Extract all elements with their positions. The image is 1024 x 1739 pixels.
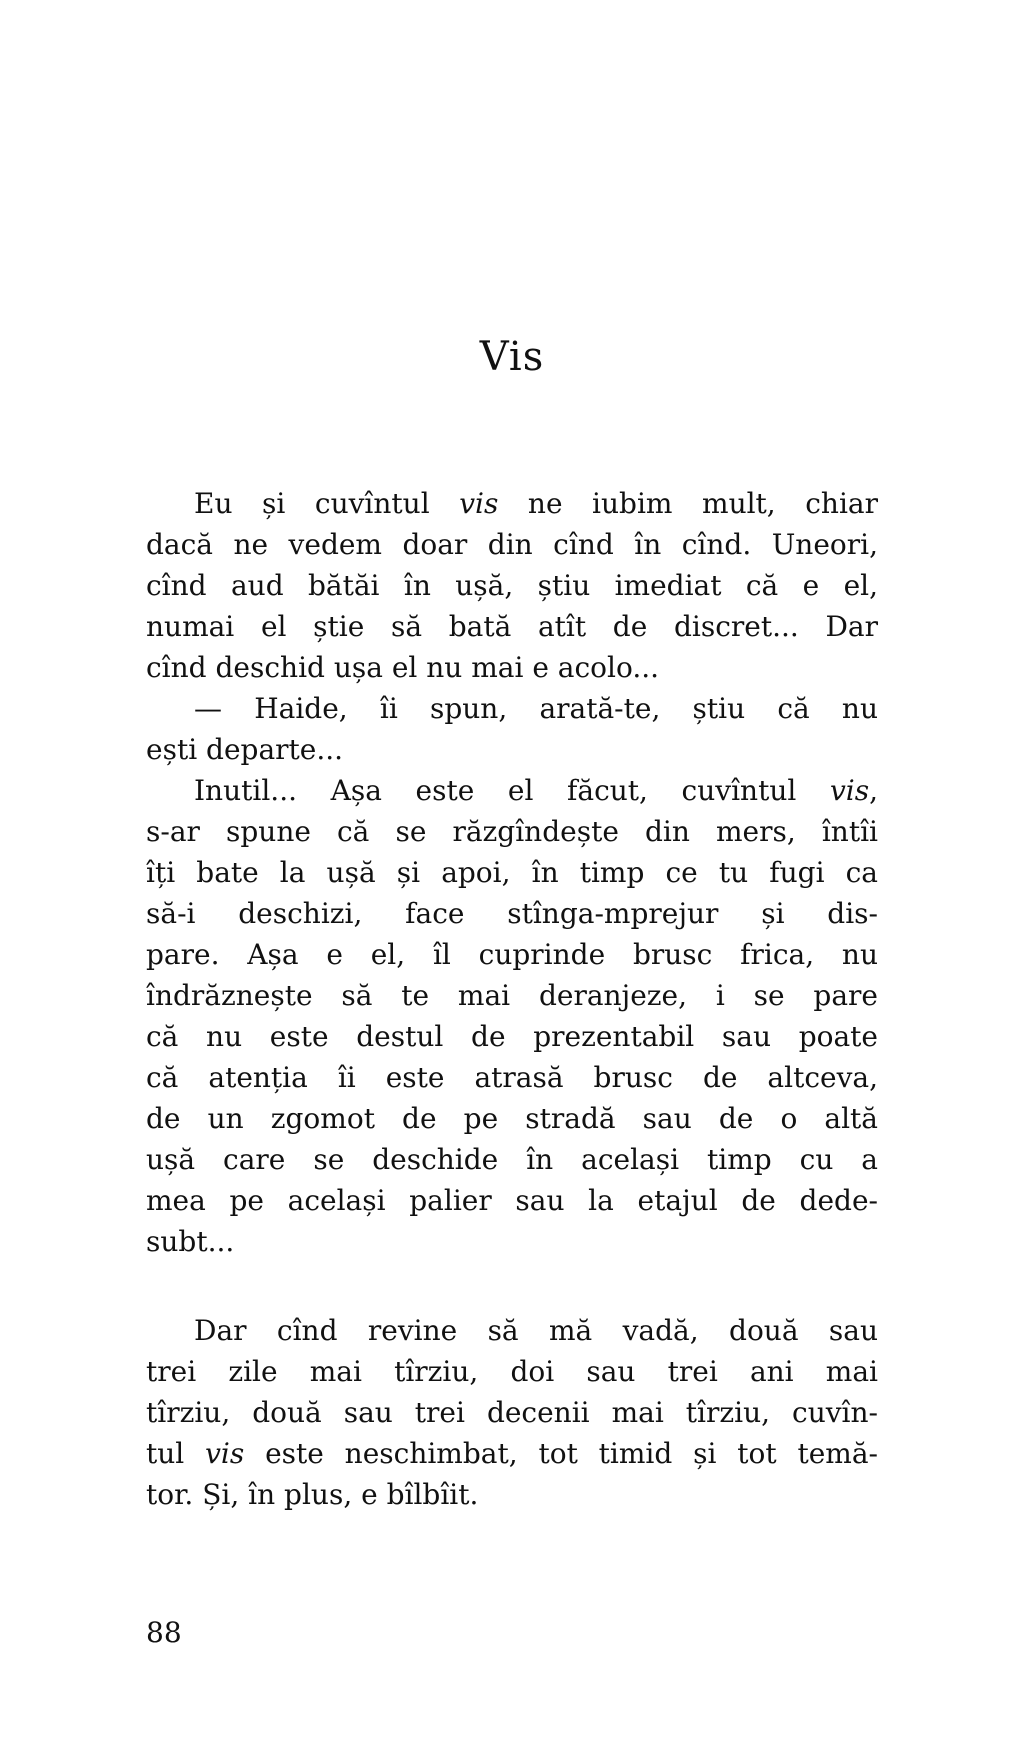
- text-segment: că nu este destul de prezentabil sau poate: [146, 1020, 878, 1053]
- paragraph: [146, 770, 878, 1262]
- text-segment: că atenția îi este atrasă brusc de altceva,: [146, 1061, 878, 1094]
- text-segment: Inutil... Așa este el făcut, cuvîntul: [194, 774, 830, 807]
- text-segment: mea pe același palier sau la etajul de dede-: [146, 1184, 878, 1217]
- text-line: [146, 1098, 878, 1139]
- text-line: [146, 1433, 878, 1474]
- text-segment: Eu și cuvîntul: [194, 487, 460, 520]
- text-line: [146, 483, 878, 524]
- text-line: [146, 565, 878, 606]
- text-segment: tîrziu, două sau trei decenii mai tîrziu, cuvîn-: [146, 1396, 878, 1429]
- paragraph: [146, 483, 878, 688]
- text-line: [146, 1392, 878, 1433]
- text-line: [146, 1057, 878, 1098]
- body-text: [146, 483, 878, 1515]
- text-line: [146, 1016, 878, 1057]
- italic-word: vis: [829, 774, 870, 807]
- text-segment: cînd aud bătăi în ușă, știu imediat că e el,: [146, 569, 878, 602]
- text-segment: dacă ne vedem doar din cînd în cînd. Uneori,: [146, 528, 878, 561]
- text-segment: tul: [146, 1437, 206, 1470]
- text-line: [146, 606, 878, 647]
- italic-word: vis: [459, 487, 499, 520]
- text-segment: ușă care se deschide în același timp cu a: [146, 1143, 878, 1176]
- text-segment: tor. Și, în plus, e bîlbîit.: [146, 1478, 479, 1511]
- text-line: [146, 729, 878, 770]
- text-segment: — Haide, îi spun, arată-te, știu că nu: [194, 692, 878, 725]
- italic-word: vis: [205, 1437, 245, 1470]
- text-segment: Dar cînd revine să mă vadă, două sau: [194, 1314, 878, 1347]
- text-segment: subt...: [146, 1225, 235, 1258]
- text-line: [146, 1221, 878, 1262]
- text-line: [146, 688, 878, 729]
- text-line: [146, 1351, 878, 1392]
- page-title: Vis: [479, 334, 545, 380]
- paragraph: [146, 1310, 878, 1515]
- text-segment: ne iubim mult, chiar: [498, 487, 879, 520]
- text-line: [146, 1139, 878, 1180]
- text-line: [146, 770, 878, 811]
- text-line: [146, 1474, 878, 1515]
- text-segment: îți bate la ușă și apoi, în timp ce tu fugi ca: [146, 856, 878, 889]
- text-line: [146, 524, 878, 565]
- text-line: [146, 1180, 878, 1221]
- text-line: [146, 647, 878, 688]
- text-segment: pare. Așa e el, îl cuprinde brusc frica, nu: [146, 938, 878, 971]
- text-line: [146, 934, 878, 975]
- text-segment: îndrăznește să te mai deranjeze, i se pare: [146, 979, 878, 1012]
- text-segment: să-i deschizi, face stînga-mprejur și dis-: [146, 897, 878, 930]
- text-segment: s-ar spune că se răzgîndește din mers, întîi: [146, 815, 878, 848]
- text-line: [146, 1310, 878, 1351]
- text-segment: cînd deschid ușa el nu mai e acolo...: [146, 651, 660, 684]
- text-segment: este neschimbat, tot timid și tot temă-: [244, 1437, 878, 1470]
- text-line: [146, 975, 878, 1016]
- text-line: [146, 852, 878, 893]
- paragraph: [146, 688, 878, 770]
- text-segment: ,: [869, 774, 878, 807]
- text-segment: ești departe...: [146, 733, 344, 766]
- text-segment: trei zile mai tîrziu, doi sau trei ani mai: [146, 1355, 878, 1388]
- text-line: [146, 893, 878, 934]
- page-number: 88: [146, 1616, 182, 1649]
- text-segment: numai el știe să bată atît de discret... Dar: [146, 610, 878, 643]
- text-line: [146, 811, 878, 852]
- text-segment: de un zgomot de pe stradă sau de o altă: [146, 1102, 878, 1135]
